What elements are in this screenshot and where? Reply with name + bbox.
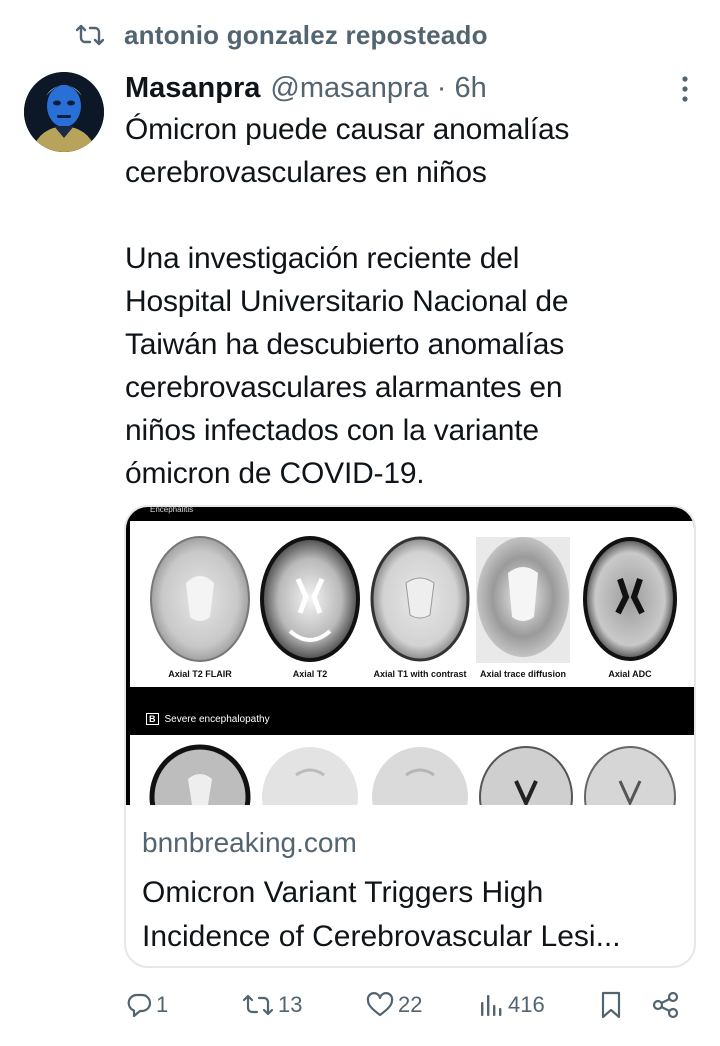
author-name[interactable]: Masanpra [125,71,261,104]
image-top-label: Encephalitis [150,507,194,514]
scan-caption: Axial T2 FLAIR [168,669,232,679]
card-title-line-1: Omicron Variant Triggers High [142,876,544,909]
bookmark-button[interactable] [600,991,622,1019]
repost-icon [242,992,274,1018]
repost-icon [76,23,104,47]
avatar[interactable] [24,72,104,152]
separator-dot: · [436,71,447,104]
scan-caption: Axial trace diffusion [479,669,567,679]
share-icon [652,991,680,1019]
author-handle[interactable]: @masanpra [270,71,429,104]
section-b-letter: B [146,713,159,725]
reply-button[interactable] [126,992,168,1018]
like-count: 22 [398,992,423,1017]
brain-scan-5 [585,539,675,659]
timestamp[interactable]: 6h [454,71,487,104]
link-card[interactable] [124,505,696,968]
section-b-text: Severe encephalopathy [164,713,270,725]
repost-text: antonio gonzalez reposteado [124,19,488,50]
brain-scan-3 [372,538,468,660]
card-domain: bnnbreaking.com [142,827,357,858]
share-button[interactable] [652,991,680,1019]
views-count: 416 [508,992,545,1017]
reply-icon [126,992,152,1018]
bookmark-icon [600,991,622,1019]
scan-caption: Axial T2 [292,669,328,679]
scan-panel-encephalopathy [130,735,694,805]
tweet-header [125,68,696,108]
more-options-icon[interactable] [680,76,690,102]
repost-button[interactable] [242,992,302,1018]
scan-panel-encephalitis [130,521,694,687]
brain-scan-2 [262,538,358,660]
views-button[interactable] [480,992,545,1018]
repost-count: 13 [278,992,303,1017]
repost-header[interactable] [76,18,488,52]
card-title-line-2: Incidence of Cerebrovascular Lesi... [142,920,621,953]
brain-scan-4 [476,537,570,663]
like-button[interactable] [366,992,422,1018]
card-image[interactable] [126,507,694,805]
section-b-label [146,713,270,725]
scan-caption: Axial ADC [608,669,652,679]
reply-count: 1 [156,992,169,1017]
card-title[interactable] [142,871,682,959]
brain-scan-1 [151,537,249,661]
tweet-text: Ómicron puede causar anomalías cerebrovasculares en niños Una investigación reciente del Hospital Universitario Nacional de Taiwán ha descubierto anomalías cerebrovasculares alarmantes en niños infectados con la variante ómicron de COVID-19. [125,113,570,490]
views-icon [480,992,504,1018]
heart-icon [366,992,394,1018]
scan-caption: Axial T1 with contrast [373,669,467,679]
action-bar [124,986,696,1024]
